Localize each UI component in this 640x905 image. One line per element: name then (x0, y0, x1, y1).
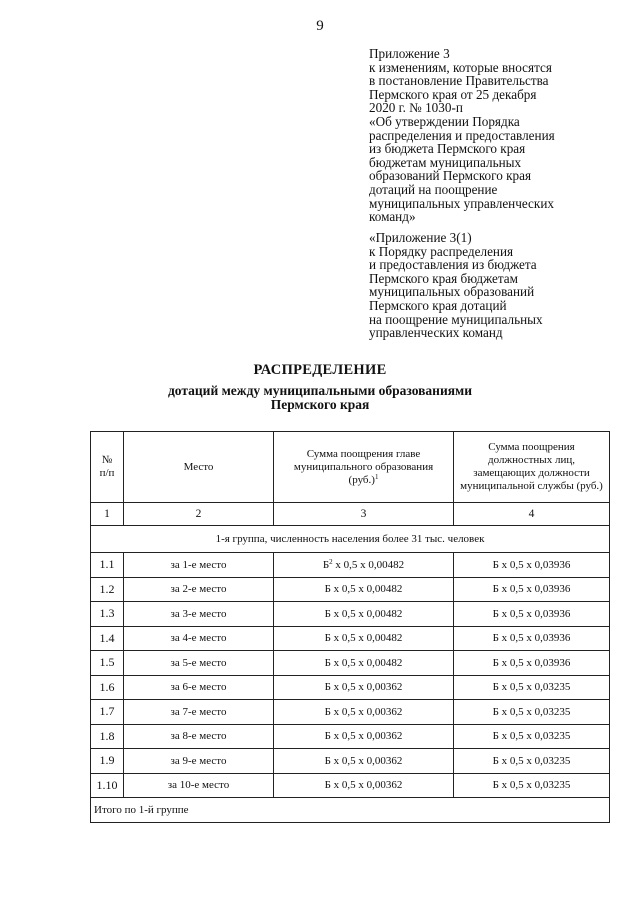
row-place: за 7-е место (124, 700, 274, 725)
row-place: за 4-е место (124, 626, 274, 651)
appendix-line: в постановление Правительства (369, 73, 549, 89)
column-number-row (91, 503, 610, 526)
appendix-line: Пермского края дотаций (369, 297, 507, 313)
row-head-formula: Б х 0,5 х 0,00482 (274, 626, 454, 651)
row-head-formula: Б х 0,5 х 0,00482 (274, 602, 454, 627)
table-row (91, 626, 610, 651)
row-staff-formula: Б х 0,5 х 0,03235 (454, 724, 610, 749)
row-number: 1.6 (91, 675, 124, 700)
appendix-line: Пермского края от 25 декабря (369, 86, 537, 102)
appendix-line: муниципальных управленческих (369, 195, 554, 211)
row-staff-formula: Б х 0,5 х 0,03936 (454, 626, 610, 651)
table-row (91, 577, 610, 602)
appendix-line: из бюджета Пермского края (369, 141, 526, 157)
row-place: за 10-е место (124, 773, 274, 798)
row-number: 1.10 (91, 773, 124, 798)
header-head-reward-line (276, 474, 451, 487)
total-row (91, 798, 610, 823)
appendix-line: распределения и предоставления (369, 127, 555, 143)
header-staff-reward-line: муниципальной службы (руб.) (460, 480, 603, 492)
appendix-line: «Об утверждении Порядка (369, 113, 520, 129)
header-head-reward-line: Сумма поощрения главе (306, 447, 421, 460)
appendix-line: управленческих команд (369, 325, 503, 341)
table-row (91, 700, 610, 725)
appendix-line: муниципальных образований (369, 284, 535, 300)
table-row (91, 724, 610, 749)
appendix-line: Пермского края бюджетам (369, 270, 519, 286)
row-number: 1.9 (91, 749, 124, 774)
row-head-formula: Б х 0,5 х 0,00482 (274, 651, 454, 676)
row-number: 1.3 (91, 602, 124, 627)
row-number: 1.1 (91, 553, 124, 578)
subtitle-line: Пермского края (270, 397, 370, 412)
row-place: за 9-е место (124, 749, 274, 774)
appendix-line: к изменениям, которые вносятся (369, 59, 552, 75)
table-row (91, 651, 610, 676)
table-row (91, 602, 610, 627)
row-number: 1.7 (91, 700, 124, 725)
row-number: 1.2 (91, 577, 124, 602)
appendix-line: команд» (369, 209, 416, 225)
distribution-table (90, 431, 610, 823)
appendix-line: к Порядку распределения (369, 243, 514, 259)
table-row (91, 675, 610, 700)
page-number: 9 (316, 18, 324, 34)
row-staff-formula: Б х 0,5 х 0,03936 (454, 577, 610, 602)
appendix-line: «Приложение 3(1) (369, 230, 472, 245)
row-head-formula (274, 553, 454, 578)
formula-rest: х 0,5 х 0,00482 (332, 558, 405, 571)
footnote-marker: 2 (329, 557, 333, 566)
row-place: за 1-е место (124, 553, 274, 578)
header-number-abbr: п/п (99, 467, 115, 479)
row-place: за 8-е место (124, 724, 274, 749)
row-place: за 5-е место (124, 651, 274, 676)
header-head-reward (274, 432, 454, 503)
total-label: Итого по 1-й группе (91, 798, 610, 823)
appendix-line: Приложение 3 (369, 46, 450, 61)
header-number-symbol: № (101, 454, 113, 466)
table-row (91, 773, 610, 798)
appendix-line: образований Пермского края (369, 168, 532, 184)
row-place: за 2-е место (124, 577, 274, 602)
appendix-line: дотаций на поощрение (369, 181, 498, 197)
column-number: 3 (274, 503, 454, 526)
appendix-order-header (369, 231, 619, 340)
header-staff-reward-line: Сумма поощрения (488, 441, 575, 453)
row-number: 1.5 (91, 651, 124, 676)
row-staff-formula: Б х 0,5 х 0,03235 (454, 675, 610, 700)
column-number: 4 (454, 503, 610, 526)
header-head-reward-unit: (руб.) (348, 473, 375, 486)
row-head-formula: Б х 0,5 х 0,00362 (274, 675, 454, 700)
row-head-formula: Б х 0,5 х 0,00362 (274, 700, 454, 725)
appendix-line: 2020 г. № 1030-п (369, 100, 463, 116)
appendix-line: и предоставления из бюджета (369, 257, 537, 273)
appendix-line: бюджетам муниципальных (369, 154, 522, 170)
row-head-formula: Б х 0,5 х 0,00482 (274, 577, 454, 602)
header-staff-reward (454, 432, 610, 503)
table-row (91, 553, 610, 578)
table-row (91, 749, 610, 774)
header-place: Место (124, 432, 274, 503)
row-head-formula: Б х 0,5 х 0,00362 (274, 773, 454, 798)
row-place: за 6-е место (124, 675, 274, 700)
row-head-formula: Б х 0,5 х 0,00362 (274, 724, 454, 749)
row-staff-formula: Б х 0,5 х 0,03936 (454, 651, 610, 676)
header-number (91, 432, 124, 503)
row-staff-formula: Б х 0,5 х 0,03936 (454, 553, 610, 578)
row-staff-formula: Б х 0,5 х 0,03936 (454, 602, 610, 627)
footnote-marker: 1 (374, 472, 379, 481)
group-header-row (91, 526, 610, 553)
row-staff-formula: Б х 0,5 х 0,03235 (454, 749, 610, 774)
document-title: РАСПРЕДЕЛЕНИЕ (253, 362, 387, 378)
row-head-formula: Б х 0,5 х 0,00362 (274, 749, 454, 774)
column-number: 2 (124, 503, 274, 526)
row-staff-formula: Б х 0,5 х 0,03235 (454, 700, 610, 725)
row-place: за 3-е место (124, 602, 274, 627)
header-staff-reward-line: должностных лиц, (488, 454, 575, 466)
table-header-row (91, 432, 610, 503)
header-staff-reward-line: замещающих должности (473, 467, 590, 479)
document-subtitle (0, 384, 640, 412)
header-head-reward-line: муниципального образования (293, 460, 434, 473)
subtitle-line: дотаций между муниципальными образованиями (167, 383, 473, 398)
formula-base: Б (322, 558, 330, 571)
row-staff-formula: Б х 0,5 х 0,03235 (454, 773, 610, 798)
appendix-amendment-header (369, 47, 619, 224)
row-number: 1.8 (91, 724, 124, 749)
group-title: 1-я группа, численность населения более 31 тыс. человек (91, 526, 610, 553)
row-number: 1.4 (91, 626, 124, 651)
appendix-line: на поощрение муниципальных (369, 311, 543, 327)
column-number: 1 (91, 503, 124, 526)
